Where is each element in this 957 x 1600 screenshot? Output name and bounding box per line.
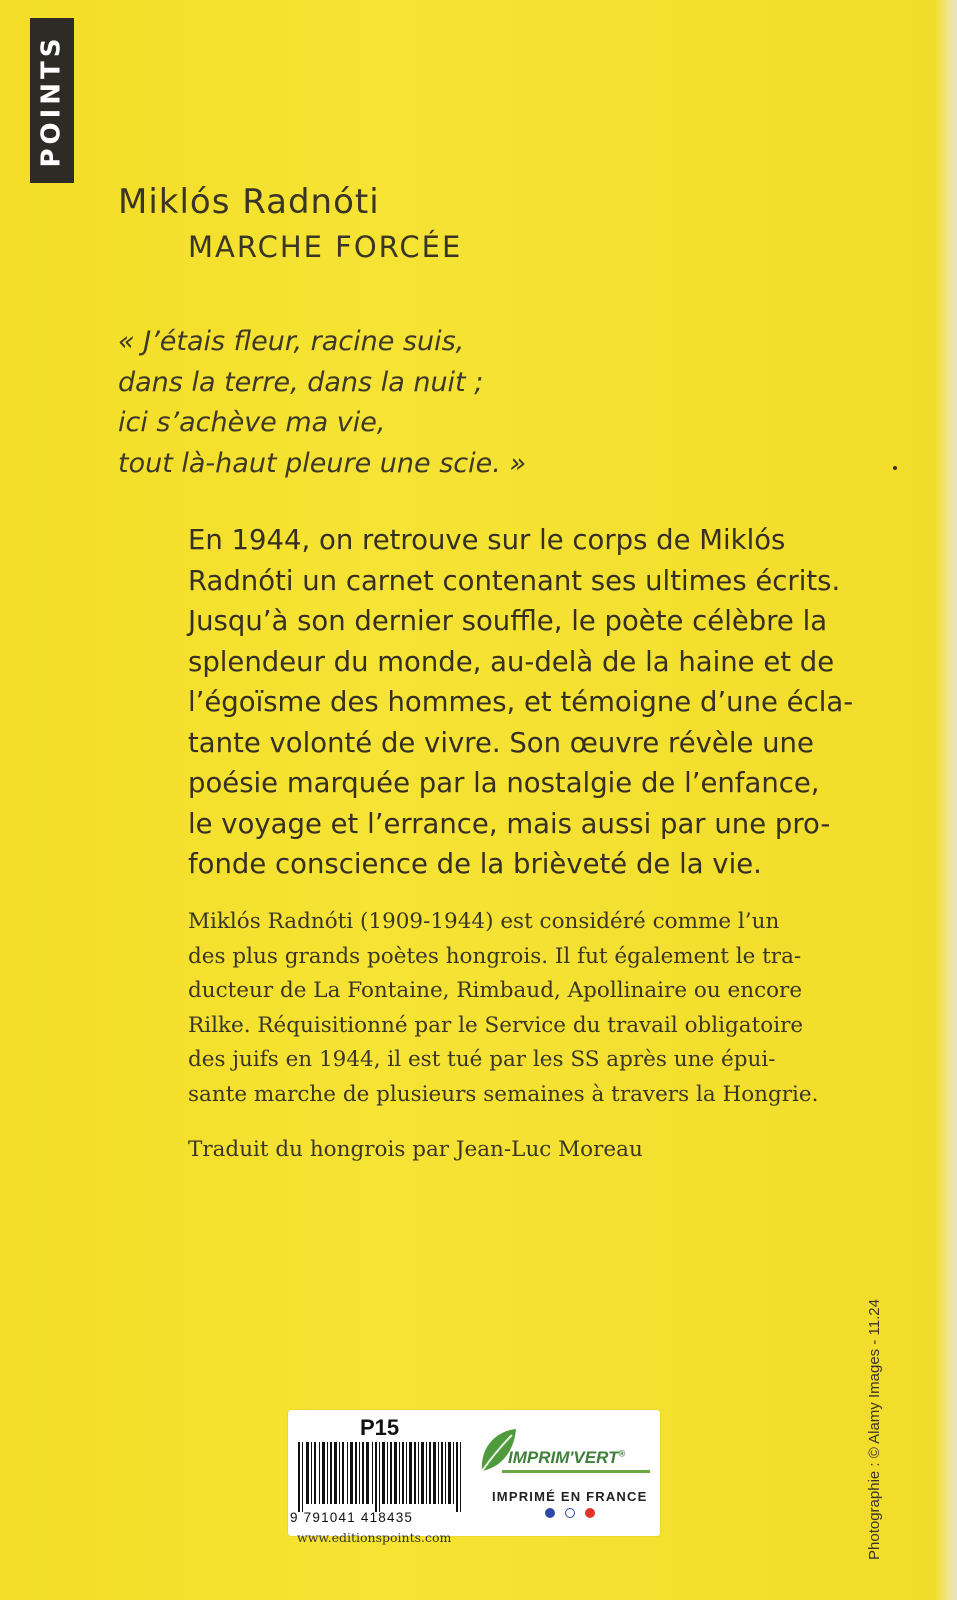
imprim-vert-label: [508, 1448, 625, 1468]
photo-credit: Photographie : © Alamy Images - 11.24: [866, 1299, 883, 1560]
publisher-logo-text: POINTS: [37, 33, 67, 168]
blurb-line: l’égoïsme des hommes, et témoigne d’une écla-: [188, 686, 854, 718]
blue-dot-icon: [545, 1508, 555, 1518]
translator-credit: Traduit du hongrois par Jean-Luc Moreau: [188, 1137, 643, 1162]
quote-line: dans la terre, dans la nuit ;: [118, 366, 484, 398]
blurb-line: fonde conscience de la brièveté de la vie.: [188, 848, 762, 880]
bio-line: des plus grands poètes hongrois. Il fut également le tra-: [188, 943, 802, 969]
bio-line: sante marche de plusieurs semaines à travers la Hongrie.: [188, 1081, 819, 1107]
blurb-line: tante volonté de vivre. Son œuvre révèle une: [188, 726, 814, 759]
blurb-line: le voyage et l’errance, mais aussi par une pro-: [188, 807, 831, 840]
book-title: MARCHE FORCÉE: [188, 230, 463, 264]
author-name: Miklós Radnóti: [118, 182, 380, 222]
blurb-line: splendeur du monde, au-delà de la haine et de: [188, 645, 835, 678]
french-flag-dots: [545, 1508, 595, 1518]
blurb-line: poésie marquée par la nostalgie de l’enfance,: [188, 767, 820, 799]
imprim-vert-text: IMPRIM'VERT: [508, 1448, 619, 1467]
cover-edge: [935, 0, 957, 1600]
print-speck: [893, 466, 897, 470]
blurb-line: En 1944, on retrouve sur le corps de Miklós: [188, 524, 786, 556]
red-dot-icon: [585, 1508, 595, 1518]
blurb-line: Radnóti un carnet contenant ses ultimes écrits.: [188, 564, 841, 597]
registered-mark: ®: [618, 1448, 626, 1459]
barcode-icon: [298, 1442, 462, 1512]
book-blurb: [188, 520, 854, 885]
epigraph-quote: [118, 322, 638, 484]
divider: [502, 1470, 650, 1473]
quote-line: tout là-haut pleure une scie. »: [118, 447, 527, 479]
price-code: P15: [360, 1415, 400, 1440]
author-bio: [188, 905, 848, 1112]
bio-line: des juifs en 1944, il est tué par les SS après une épui-: [188, 1047, 776, 1072]
isbn-number: 9 791041 418435: [290, 1510, 414, 1525]
bio-line: Miklós Radnóti (1909-1944) est considéré comme l’un: [188, 909, 780, 934]
blurb-line: Jusqu’à son dernier souffle, le poète célèbre la: [188, 605, 828, 637]
white-dot-icon: [565, 1508, 575, 1518]
publisher-logo: [30, 18, 74, 183]
publisher-website: www.editionspoints.com: [297, 1530, 452, 1545]
bio-line: Rilke. Réquisitionné par le Service du travail obligatoire: [188, 1012, 804, 1038]
printed-in-france: IMPRIMÉ EN FRANCE: [492, 1489, 648, 1504]
quote-line: ici s’achève ma vie,: [118, 407, 386, 438]
quote-line: « J’étais fleur, racine suis,: [118, 326, 465, 357]
bio-line: ducteur de La Fontaine, Rimbaud, Apollinaire ou encore: [188, 978, 803, 1003]
